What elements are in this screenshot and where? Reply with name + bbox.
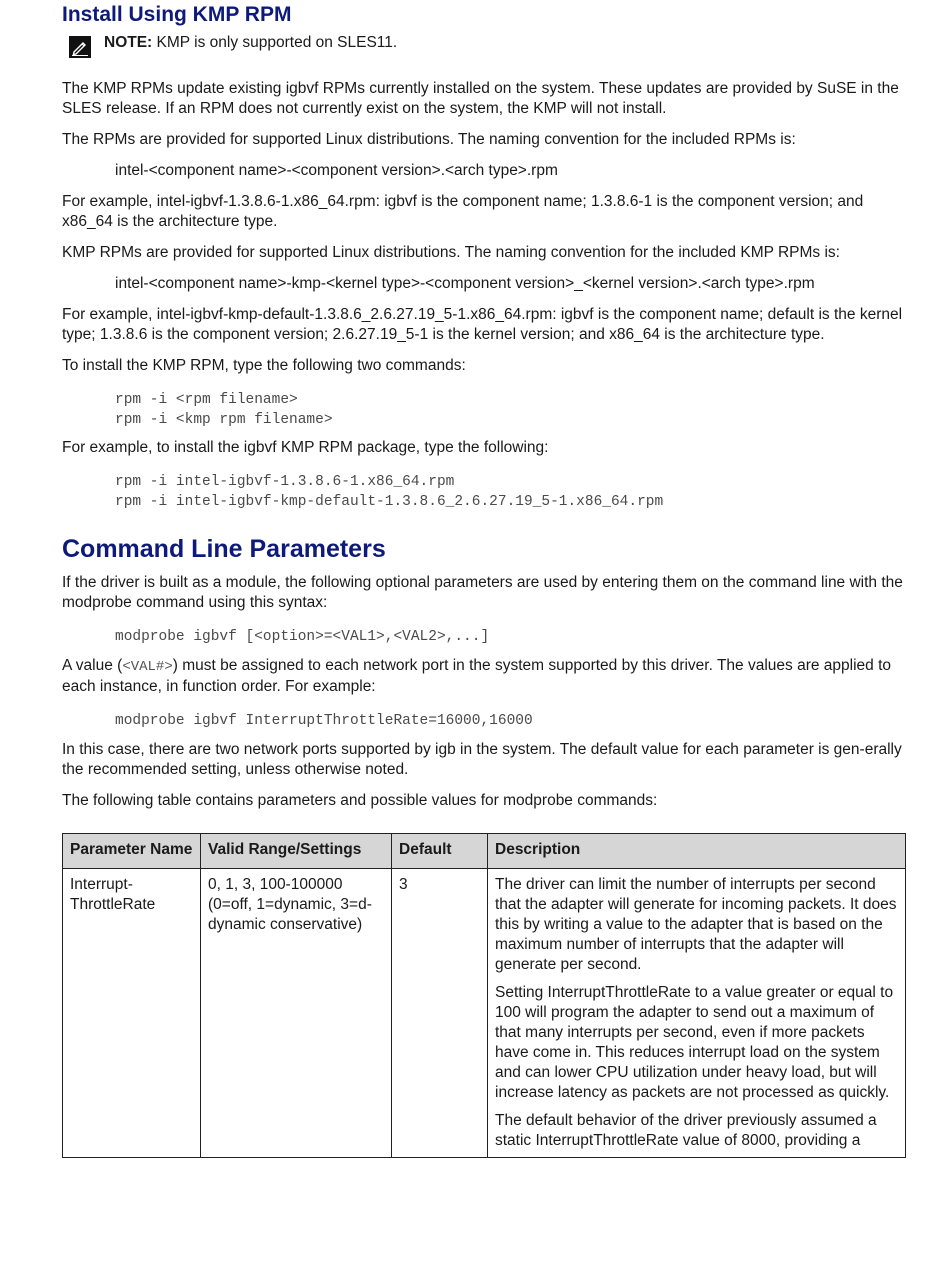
code-line: modprobe igbvf [<option>=<VAL1>,<VAL2>,...]	[115, 629, 490, 645]
cell-parameter: Interrupt-ThrottleRate	[63, 869, 201, 1158]
naming-convention: intel-<component name>-<component version>.<arch type>.rpm	[115, 162, 558, 179]
code-line: rpm -i intel-igbvf-kmp-default-1.3.8.6_2.6.27.19_5-1.x86_64.rpm	[115, 494, 664, 510]
header-default: Default	[392, 834, 488, 869]
paragraph	[62, 656, 906, 697]
table-row	[63, 869, 906, 1158]
cell-default: 3	[392, 869, 488, 1158]
parameters-table	[62, 833, 906, 1158]
text-run: ) must be assigned to each network port in the system supported by this driver. The values are applied to each instance, in function order. For example:	[62, 657, 892, 695]
cell-range: 0, 1, 3, 100-100000 (0=off, 1=dynamic, 3=d-dynamic conservative)	[201, 869, 392, 1158]
paragraph: If the driver is built as a module, the following optional parameters are used by entering them on the command line with the modprobe command using this syntax:	[62, 574, 903, 611]
paragraph: The following table contains parameters and possible values for modprobe commands:	[62, 792, 658, 809]
paragraph: To install the KMP RPM, type the following two commands:	[62, 357, 466, 374]
note-box	[62, 33, 906, 58]
code-line: modprobe igbvf InterruptThrottleRate=16000,16000	[115, 713, 533, 729]
code-block	[62, 627, 906, 647]
note-text	[104, 33, 397, 53]
header-valid-range: Valid Range/Settings	[201, 834, 392, 869]
note-pencil-icon	[69, 36, 91, 58]
inline-code: <VAL#>	[122, 659, 173, 675]
code-block	[62, 711, 906, 731]
section-title-command-line: Command Line Parameters	[62, 535, 386, 563]
paragraph: In this case, there are two network ports supported by igb in the system. The default value for each parameter is gen-erally the recommended setting, unless otherwise noted.	[62, 741, 902, 778]
text-run: A value (	[62, 657, 123, 674]
paragraph: For example, intel-igbvf-kmp-default-1.3.8.6_2.6.27.19_5-1.x86_64.rpm: igbvf is the component name; default is the kernel type; 1.3.8.6 is the component version; 2.6.27.19_5-1 is the kernel version; and x86_64 is the architecture type.	[62, 306, 903, 343]
code-block	[62, 472, 906, 512]
paragraph: For example, intel-igbvf-1.3.8.6-1.x86_64.rpm: igbvf is the component name; 1.3.8.6-1 is the component version; and x86_64 is the architecture type.	[62, 193, 864, 230]
code-line: rpm -i <kmp rpm filename>	[115, 412, 333, 428]
code-line: rpm -i <rpm filename>	[115, 392, 298, 408]
paragraph: The KMP RPMs update existing igbvf RPMs currently installed on the system. These updates are provided by SuSE in the SLES release. If an RPM does not currently exist on the system, the KMP will not install.	[62, 80, 899, 117]
section-title-install-kmp: Install Using KMP RPM	[62, 3, 292, 26]
note-label: NOTE:	[104, 34, 153, 51]
header-description: Description	[488, 834, 906, 869]
paragraph: The RPMs are provided for supported Linux distributions. The naming convention for the included RPMs is:	[62, 131, 796, 148]
document-page	[62, 0, 906, 1158]
description-paragraph: The default behavior of the driver previously assumed a static InterruptThrottleRate value of 8000, providing a	[495, 1112, 877, 1149]
code-line: rpm -i intel-igbvf-1.3.8.6-1.x86_64.rpm	[115, 474, 455, 490]
paragraph: For example, to install the igbvf KMP RPM package, type the following:	[62, 439, 549, 456]
description-paragraph: Setting InterruptThrottleRate to a value greater or equal to 100 will program the adapter to send out a maximum of that many interrupts per second, even if more packets have come in. This reduces interrupt load on the system and can lower CPU utilization under heavy load, but will increase latency as packets are not processed as quickly.	[495, 984, 894, 1101]
paragraph: KMP RPMs are provided for supported Linux distributions. The naming convention for the included KMP RPMs is:	[62, 244, 840, 261]
header-parameter-name: Parameter Name	[63, 834, 201, 869]
note-body: KMP is only supported on SLES11.	[152, 34, 398, 51]
table-header-row	[63, 834, 906, 869]
description-paragraph: The driver can limit the number of interrupts per second that the adapter will generate for incoming packets. It does this by writing a value to the adapter that is based on the maximum number of interrupts that the adapter will generate per second.	[495, 876, 897, 973]
code-block	[62, 390, 906, 430]
cell-description	[488, 869, 906, 1158]
naming-convention-kmp: intel-<component name>-kmp-<kernel type>-<component version>_<kernel version>.<arch type>.rpm	[115, 275, 815, 292]
